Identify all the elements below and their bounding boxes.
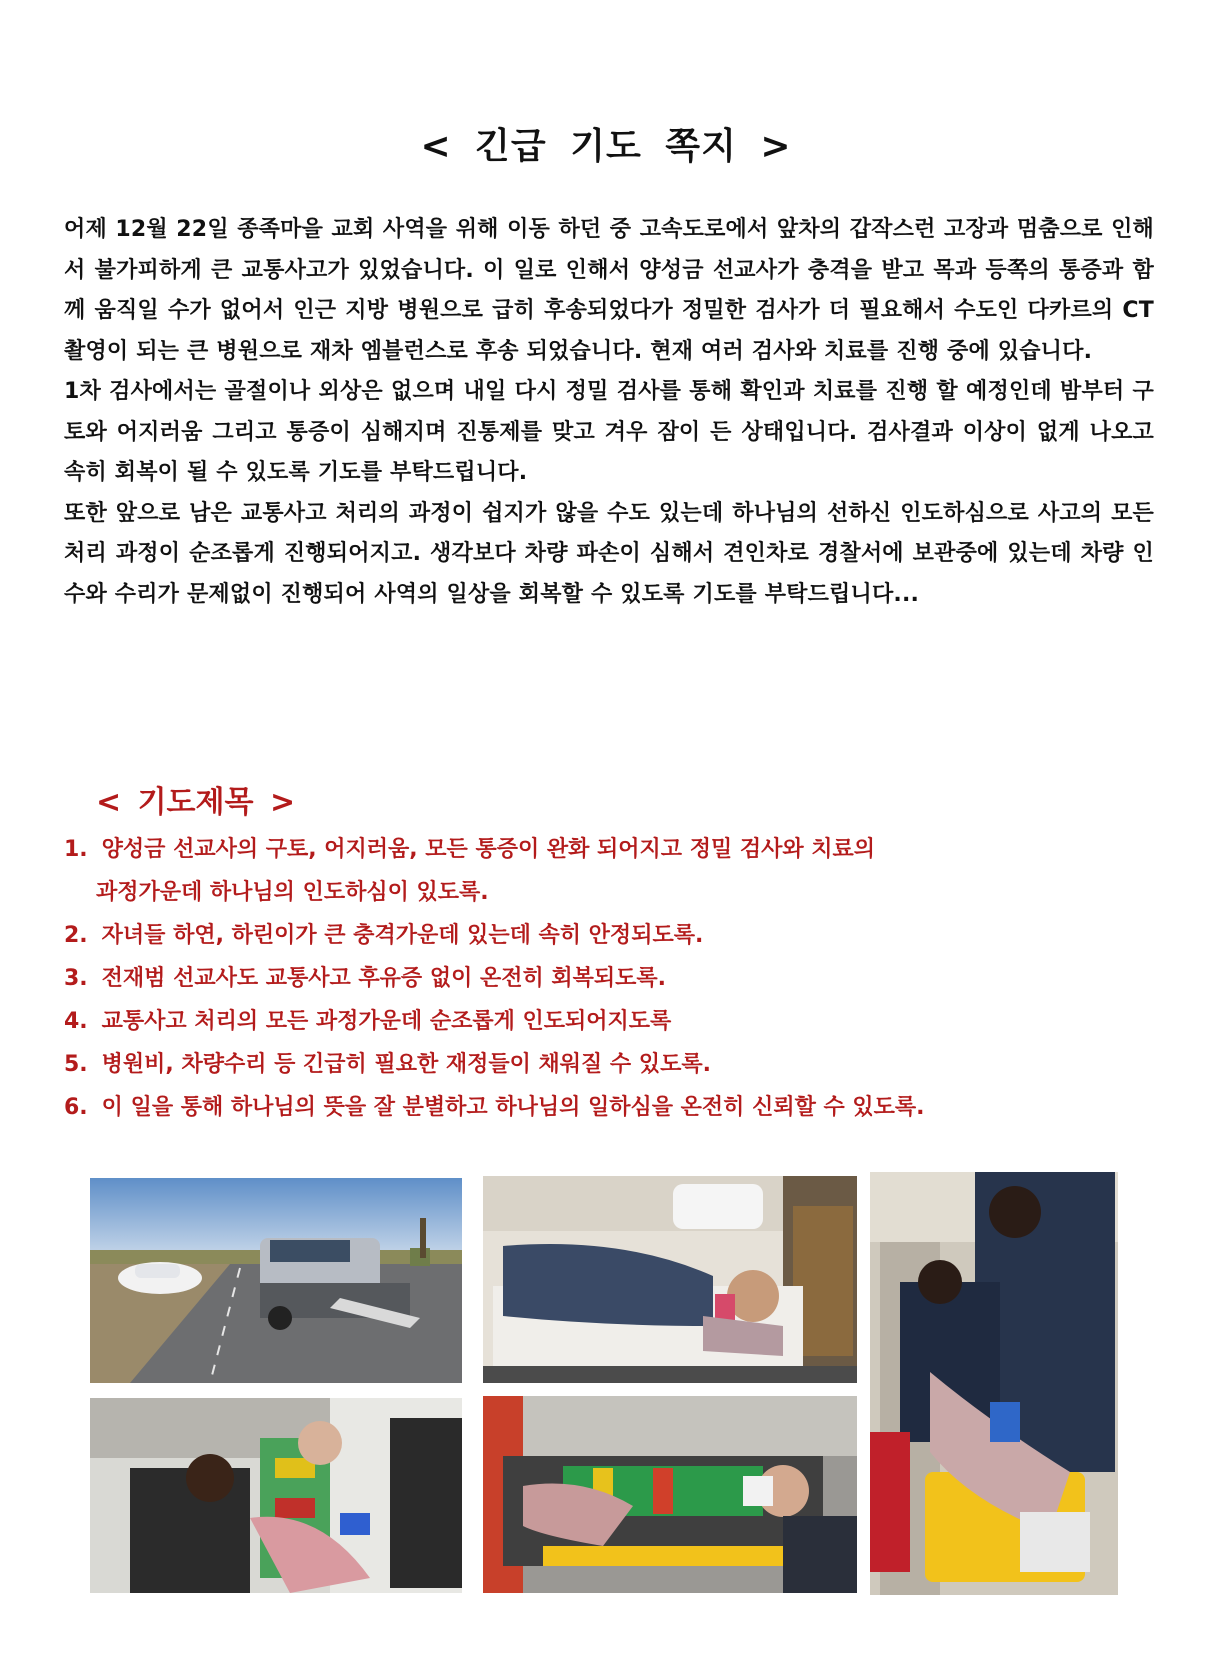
photo-car-rescue	[90, 1398, 462, 1593]
prayer-topic-number: 2.	[64, 923, 88, 948]
prayer-topic-number: 3.	[64, 966, 88, 991]
prayer-topic-number: 1.	[64, 837, 88, 862]
photo-hospital-bed	[483, 1176, 857, 1383]
paragraph-2: 1차 검사에서는 골절이나 외상은 없으며 내일 다시 정밀 검사를 통해 확인과 치료를 진행 할 예정인데 밤부터 구토와 어지러움 그리고 통증이 심해지며 진통제를 맞고 겨우 잠이 든 상태입니다. 검사결과 이상이 없게 나오고 속히 회복이 될 수 있도록 기도를 부탁드립니다.	[64, 379, 1154, 485]
photo-crash-highway	[90, 1178, 462, 1383]
paragraph-3: 또한 앞으로 남은 교통사고 처리의 과정이 쉽지가 않을 수도 있는데 하나님의 선하신 인도하심으로 사고의 모든 처리 과정이 순조롭게 진행되어지고. 생각보다 차량 파손이 심해서 견인차로 경찰서에 보관중에 있는데 차량 인수와 수리가 문제없이 진행되어 사역의 일상을 회복할 수 있도록 기도를 부탁드립니다...	[64, 500, 1154, 607]
prayer-topic-item	[64, 828, 1164, 914]
prayer-topic-text: 이 일을 통해 하나님의 뜻을 잘 분별하고 하나님의 일하심을 온전히 신뢰할 수 있도록.	[101, 1095, 925, 1120]
prayer-topics-list	[64, 828, 1164, 1129]
prayer-topic-text: 전재범 선교사도 교통사고 후유증 없이 온전히 회복되도록.	[101, 966, 667, 991]
prayer-topic-number: 5.	[64, 1052, 88, 1077]
prayer-topic-text: 자녀들 하연, 하린이가 큰 충격가운데 있는데 속히 안정되도록.	[101, 923, 704, 948]
prayer-topic-item	[64, 1043, 1164, 1086]
prayer-topic-item	[64, 914, 1164, 957]
paragraph-1: 어제 12월 22일 종족마을 교회 사역을 위해 이동 하던 중 고속도로에서 앞차의 갑작스런 고장과 멈춤으로 인해서 불가피하게 큰 교통사고가 있었습니다. 이 일로 인해서 양성금 선교사가 충격을 받고 목과 등쪽의 통증과 함께 움직일 수가 없어서 인근 지방 병원으로 급히 후송되었다가 정밀한 검사가 더 필요해서 수도인 다카르의 CT 촬영이 되는 큰 병원으로 재차 엠블런스로 후송 되었습니다. 현재 여러 검사와 치료를 진행 중에 있습니다.	[64, 217, 1154, 364]
prayer-topic-number: 4.	[64, 1009, 88, 1034]
prayer-topic-item	[64, 957, 1164, 1000]
document-title: < 긴급 기도 쪽지 >	[420, 126, 792, 167]
prayer-topic-text-continued: 과정가운데 하나님의 인도하심이 있도록.	[96, 880, 489, 905]
prayer-topic-item	[64, 1000, 1164, 1043]
prayer-topic-number: 6.	[64, 1095, 88, 1120]
prayer-topic-text: 병원비, 차량수리 등 긴급히 필요한 재정들이 채워질 수 있도록.	[101, 1052, 711, 1077]
photo-paramedics-stretcher	[870, 1172, 1118, 1595]
photo-ambulance-backboard	[483, 1396, 857, 1593]
body-text	[64, 210, 1154, 615]
prayer-topic-text: 양성금 선교사의 구토, 어지러움, 모든 통증이 완화 되어지고 정밀 검사와 치료의	[101, 837, 876, 862]
prayer-topics-heading: < 기도제목 >	[96, 785, 296, 820]
prayer-topic-text: 교통사고 처리의 모든 과정가운데 순조롭게 인도되어지도록	[101, 1009, 672, 1034]
prayer-topic-item	[64, 1086, 1164, 1129]
